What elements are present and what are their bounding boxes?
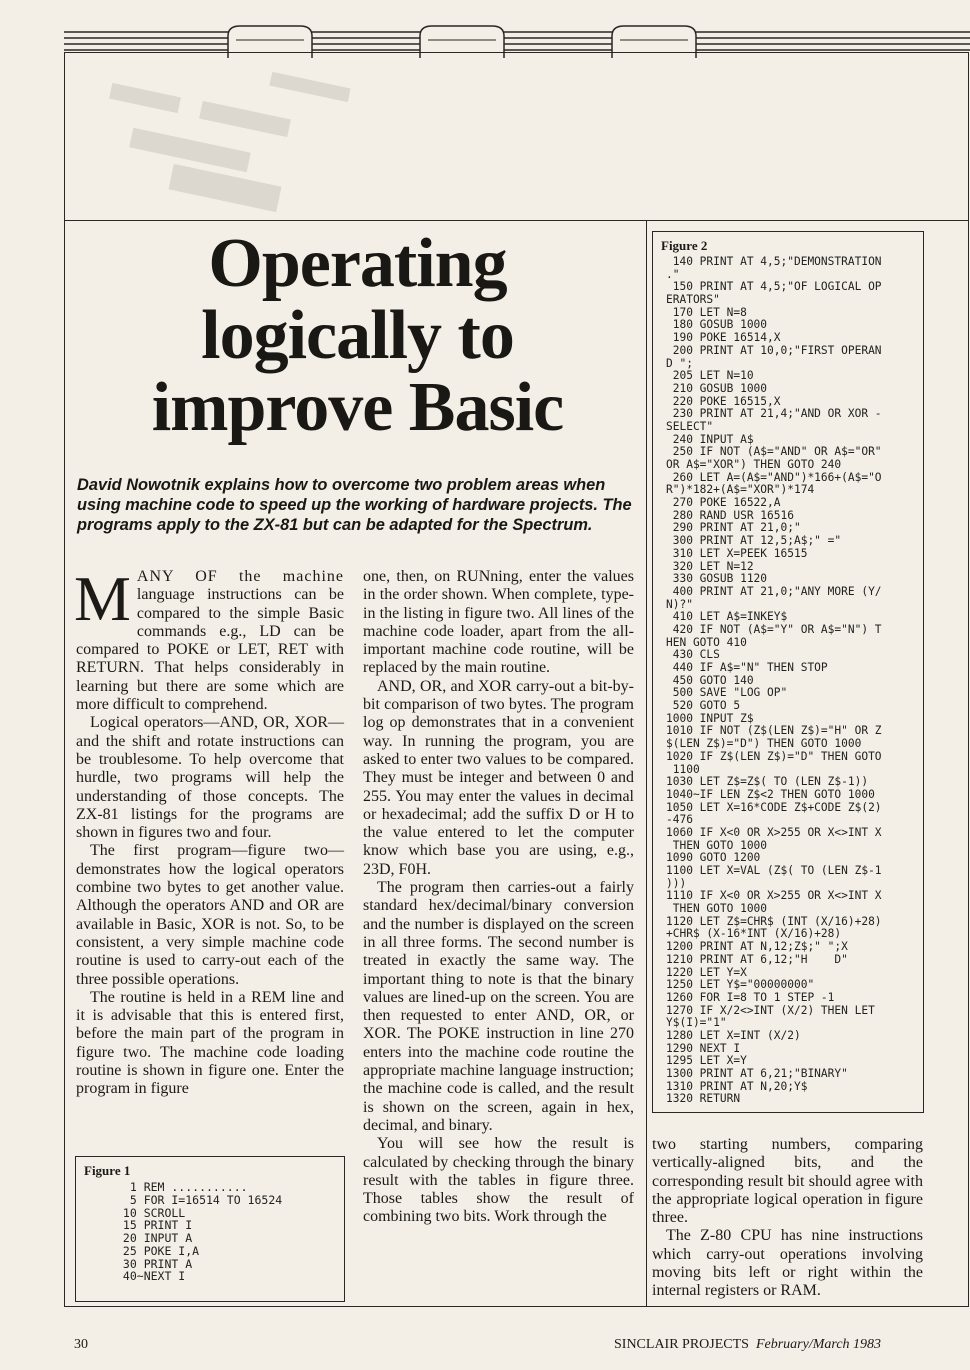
header-band [0, 0, 970, 60]
show-through-art [70, 60, 400, 220]
paragraph: Logical operators—AND, OR, XOR—and the shift and rotate instructions can be troublesome. To help overcome that hurdle, two programs will help the understanding of those concepts. The ZX-81 listings for the programs are shown in figures two and four. [76, 714, 344, 842]
paragraph [74, 563, 344, 714]
paragraph-text: language instructions can be compared to the simple Basic commands e.g., LD can be compared to POKE or LET, RET with RETURN. That helps considerably in learning but there are some which are more difficult to comprehend. [76, 586, 344, 714]
headline-line-1: Operating [208, 225, 507, 302]
paragraph: The program then carries-out a fairly standard hex/decimal/binary conversion and the number is displayed on the screen in all three forms. The second number is treated in exactly the same way. The important thing to note is that the binary values are lined-up on the screen. You are then requested to enter AND, OR, or XOR. The POKE instruction in line 270 enters into the machine code routine the appropriate machine language instruction; the machine code is called, and the result is shown on the screen, again in hex, decimal, and binary. [363, 879, 634, 1134]
figure-2-listing: 140 PRINT AT 4,5;"DEMONSTRATION ." 150 PRINT AT 4,5;"OF LOGICAL OP ERATORS" 170 LET N=8 180 GOSUB 1000 190 POKE 16514,X 200 PRINT AT 10,0;"FIRST OPERAN D "; 205 LET N=10 210 GOSUB 1000 220 POKE 16515,X 230 PRINT AT 21,4;"AND OR XOR - SELECT" 240 INPUT A$ 250 IF NOT (A$="AND" OR A$="OR" OR A$="XOR") THEN GOTO 240 260 LET A=(A$="AND")*166+(A$="O R")*182+(A$="XOR")*174 270 POKE 16522,A 280 RAND USR 16516 290 PRINT AT 21,0;" 300 PRINT AT 12,5;A$;" =" 310 LET X=PEEK 16515 320 LET N=12 330 GOSUB 1120 400 PRINT AT 21,0;"ANY MORE (Y/ N)?" 410 LET A$=INKEY$ 420 IF NOT (A$="Y" OR A$="N") T HEN GOTO 410 430 CLS 440 IF A$="N" THEN STOP 450 GOTO 140 500 SAVE "LOG OP" 520 GOTO 5 1000 INPUT Z$ 1010 IF NOT (Z$(LEN Z$)="H" OR Z $(LEN Z$)="D") THEN GOTO 1000 1020 IF Z$(LEN Z$)="D" THEN GOTO 1100 1030 LET Z$=Z$( TO (LEN Z$-1)) 1040~IF LEN Z$<2 THEN GOTO 1000 1050 LET X=16*CODE Z$+CODE Z$(2) -476 1060 IF X<0 OR X>255 OR X<>INT X THEN GOTO 1000 1090 GOTO 1200 1100 LET X=VAL (Z$( TO (LEN Z$-1 ))) 1110 IF X<0 OR X>255 OR X<>INT X THEN GOTO 1000 1120 LET Z$=CHR$ (INT (X/16)+28) +CHR$ (X-16*INT (X/16)+28) 1200 PRINT AT N,12;Z$;" ";X 1210 PRINT AT 6,12;"H D" 1220 LET Y=X 1250 LET Y$="00000000" 1260 FOR I=8 TO 1 STEP -1 1270 IF X/2<>INT (X/2) THEN LET Y$(I)="1" 1280 LET X=INT (X/2) 1290 NEXT I 1295 LET X=Y 1300 PRINT AT 6,21;"BINARY" 1310 PRINT AT N,20;Y$ 1320 RETURN [666, 255, 882, 1106]
magazine-footer [614, 1337, 881, 1353]
drop-cap: M [74, 563, 131, 634]
lead-in-caps: ANY OF the machine [136, 568, 344, 585]
paragraph: one, then, on RUNning, enter the values in the order shown. When complete, type-in the listing in figure two. All lines of the machine code loader, apart from the all-important machine code routine, will be replaced by the main routine. [363, 568, 634, 677]
figure-1-title: Figure 1 [84, 1163, 131, 1178]
standfirst: David Nowotnik explains how to overcome two problem areas when using machine code to speed up the working of hardware projects. The programs apply to the ZX-81 but can be adapted for the Spectrum. [77, 476, 632, 534]
figure-2-box [652, 231, 924, 1113]
paragraph: AND, OR, and XOR carry-out a bit-by-bit comparison of two bytes. The program log op demonstrates that in a convenient way. In running the program, you are asked to enter two values to be compared. They must be integer and between 0 and 255. You may enter the values in decimal or hexadecimal; add the suffix D or H to the value entered to let the computer know which base you are using, e.g., 23D, F0H. [363, 677, 634, 878]
body-column-left [74, 563, 344, 1099]
body-column-middle [363, 568, 634, 1227]
paragraph: The first program—figure two—demonstrates how the logical operators combine two bytes to get another value. Although the operators AND and OR are available in Basic, XOR is not. So, to be consistent, a very simple machine code routine is used to carry-out each of the three possible operations. [76, 842, 344, 988]
headline-line-2: logically to [201, 297, 514, 374]
paragraph: The Z-80 CPU has nine instructions which carry-out operations involving moving bits left or right within the internal registers or RAM. [652, 1227, 923, 1300]
headline [90, 225, 625, 446]
body-column-right [652, 1136, 923, 1301]
paragraph: two starting numbers, comparing vertically-aligned bits, and the corresponding result bit should agree with the appropriate logical operation in figure three. [652, 1136, 923, 1227]
paragraph: The routine is held in a REM line and it is advisable that this is entered first, before the main part of the program in figure two. The machine code loading routine is shown in figure one. Enter the program in figure [76, 988, 344, 1098]
figure-1-box [75, 1156, 345, 1302]
figure-1-listing: 1 REM ........... 5 FOR I=16514 TO 16524 10 SCROLL 15 PRINT I 20 INPUT A 25 POKE I,A 30 PRINT A 40~NEXT I [122, 1180, 283, 1284]
issue-date: February/March 1983 [755, 1337, 882, 1352]
headline-line-3: improve Basic [151, 369, 564, 446]
page-number: 30 [74, 1337, 88, 1352]
magazine-name: SINCLAIR PROJECTS [614, 1337, 749, 1352]
paragraph: You will see how the result is calculated by checking through the binary result with the tables in figure three. Those tables show the result of combining two bits. Work through the [363, 1135, 634, 1226]
column-divider [646, 220, 647, 1307]
figure-2-title: Figure 2 [661, 238, 708, 253]
article-top-rule [64, 220, 969, 221]
